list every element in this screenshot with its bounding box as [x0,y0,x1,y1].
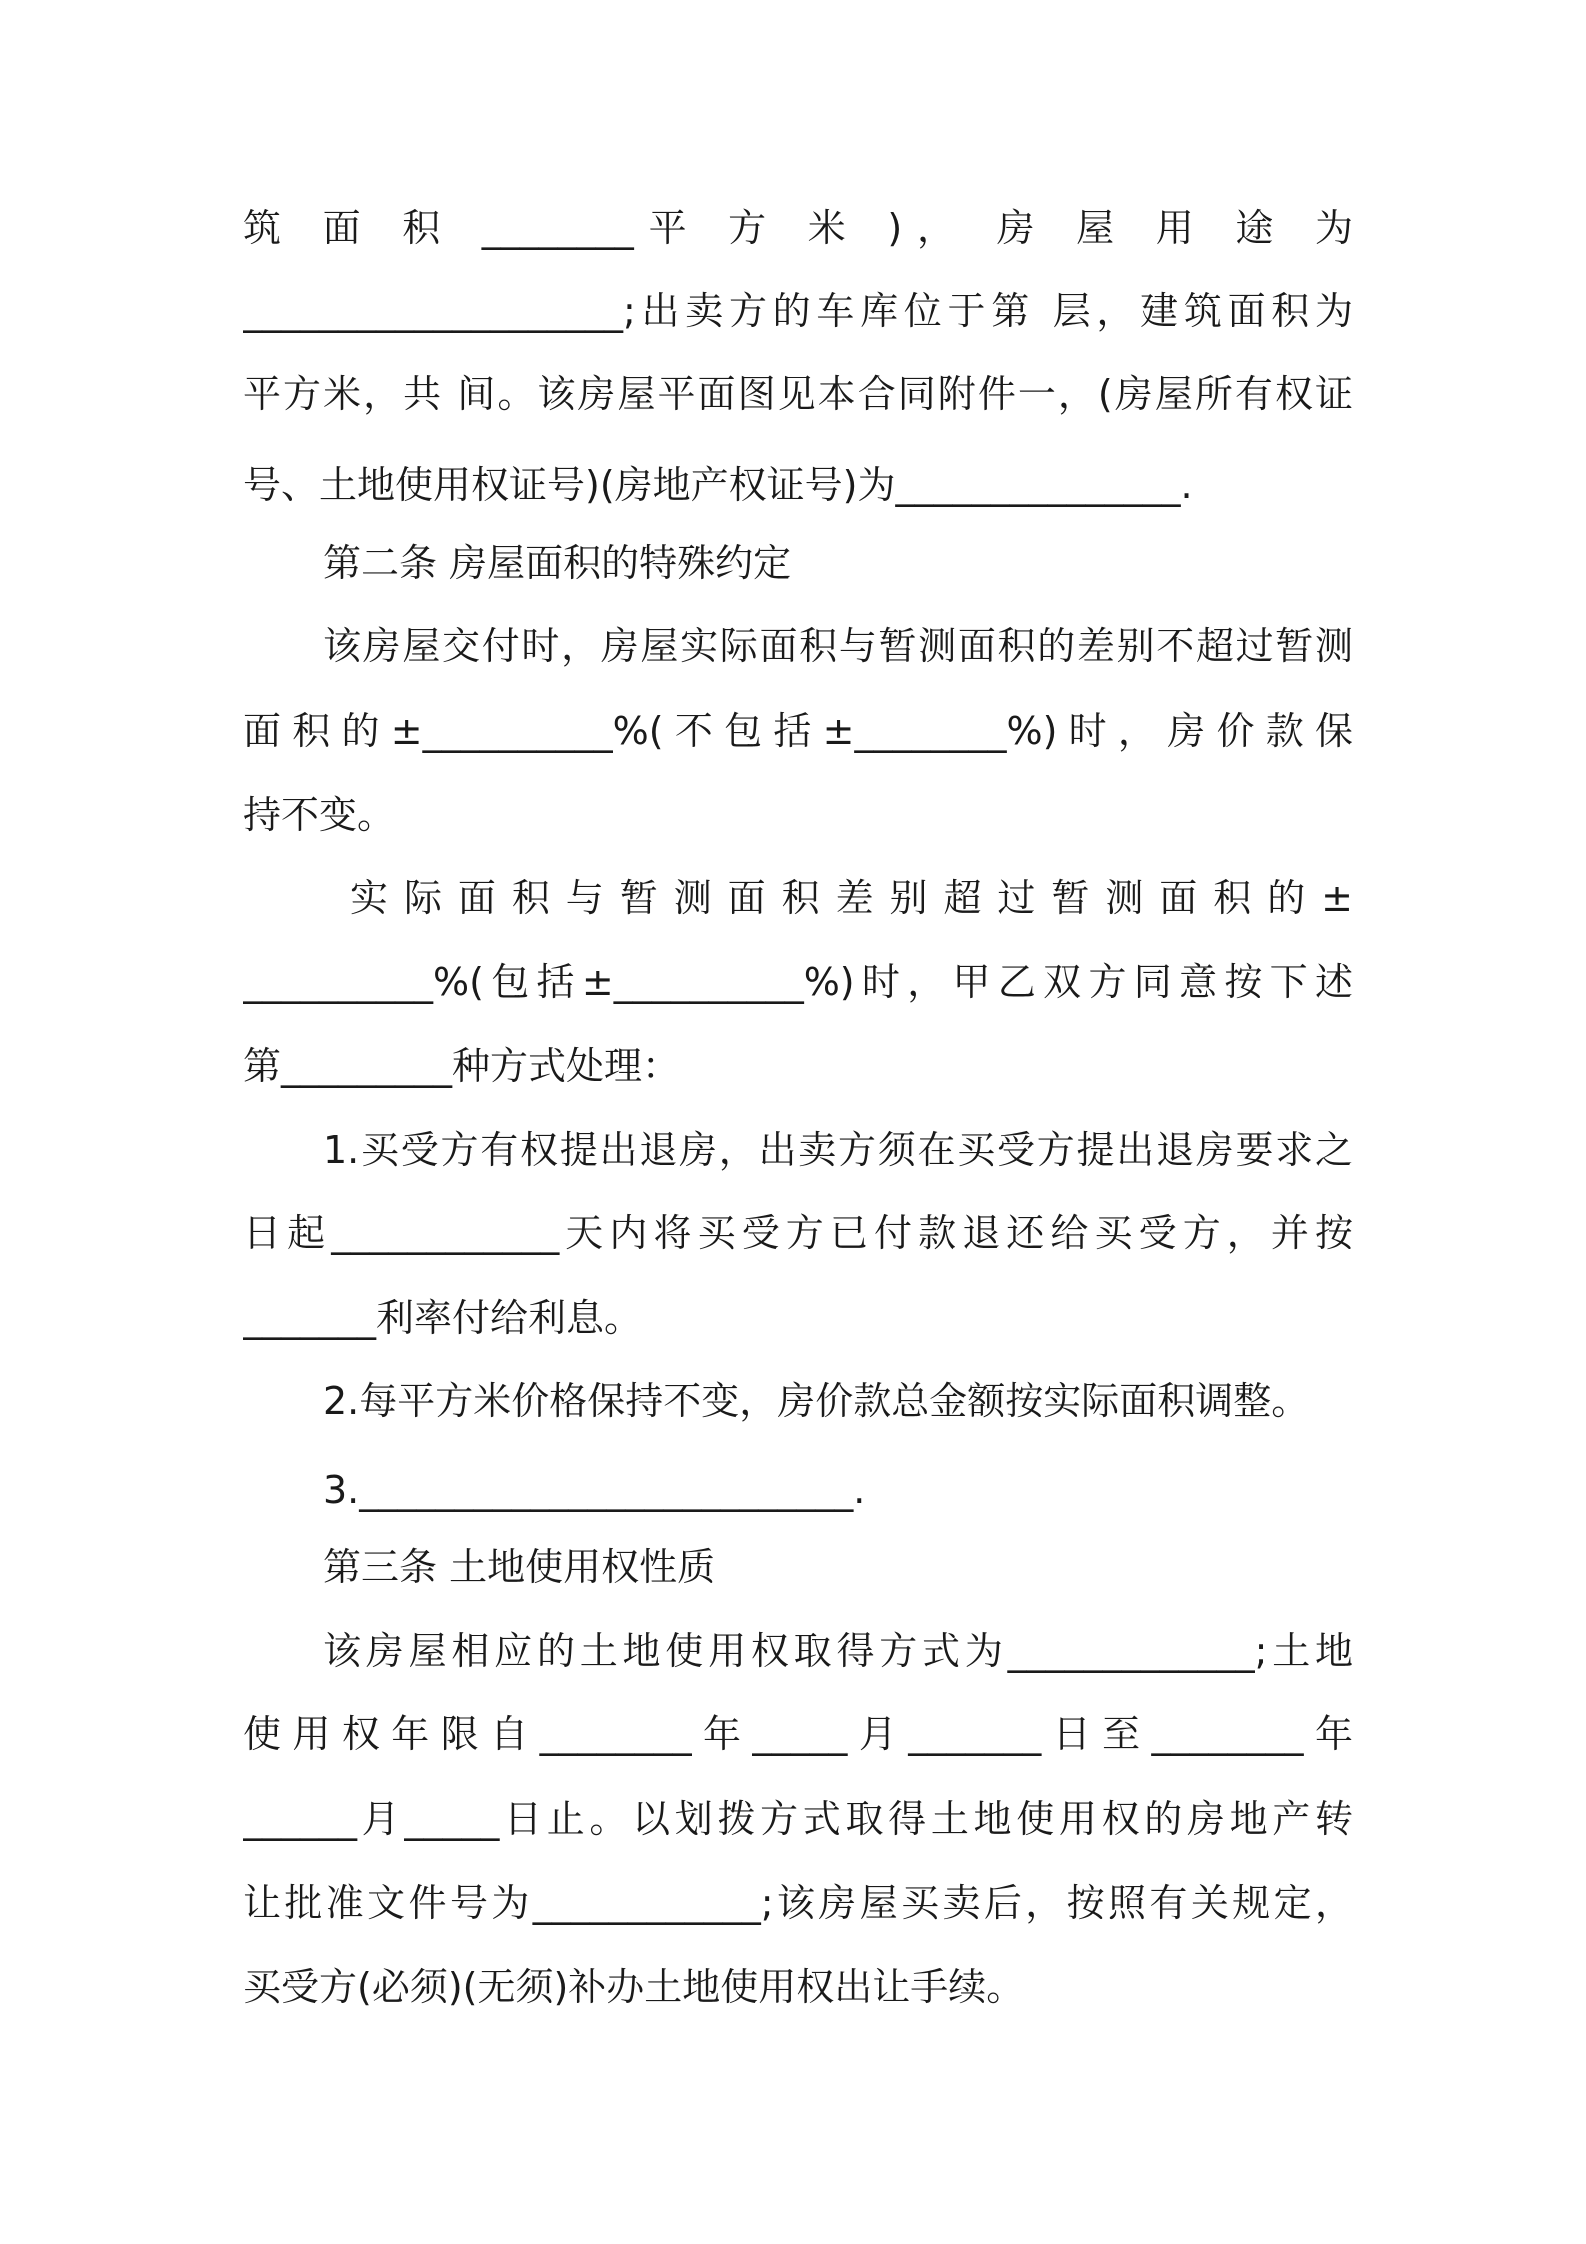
text-line-18: 该房屋相应的土地使用权取得方式为_____________;土地 [323,1629,1353,1673]
article-2-heading: 第二条 房屋面积的特殊约定 [323,541,792,585]
text-line-19: 使用权年限自________年_____月_______日至________年 [243,1712,1353,1756]
text-line-14: _______利率付给利息。 [243,1296,643,1340]
text-line-4: 号、土地使用权证号)(房地产权证号)为_______________. [243,463,1193,507]
text-line-6: 该房屋交付时，房屋实际面积与暂测面积的差别不超过暂测 [323,624,1353,668]
text-line-3: 平方米，共 间。该房屋平面图见本合同附件一，(房屋所有权证 [243,372,1353,416]
article-3-heading: 第三条 土地使用权性质 [323,1545,716,1589]
text-line-13: 日起____________天内将买受方已付款退还给买受方，并按 [243,1211,1353,1255]
text-line-21: 让批准文件号为____________;该房屋买卖后，按照有关规定， [243,1881,1353,1925]
text-line-20: ______月_____日止。以划拨方式取得土地使用权的房地产转 [243,1797,1353,1841]
text-line-22: 买受方(必须)(无须)补办土地使用权出让手续。 [243,1965,1025,2009]
text-line-16: 3.__________________________. [323,1468,866,1512]
text-line-1: 筑 面 积 ________平 方 米 )， 房 屋 用 途 为 [243,206,1353,250]
text-line-2: ____________________;出卖方的车库位于第 层，建筑面积为 [243,289,1353,333]
text-line-10: __________%(包括±__________%)时，甲乙双方同意按下述 [243,960,1353,1004]
text-line-8: 持不变。 [243,793,396,837]
text-line-7: 面积的±__________%(不包括±________%)时，房价款保 [243,709,1353,753]
text-line-11: 第_________种方式处理： [243,1044,681,1088]
text-line-9: 实 际 面 积 与 暂 测 面 积 差 别 超 过 暂 测 面 积 的 ± [350,876,1353,920]
text-line-12: 1.买受方有权提出退房，出卖方须在买受方提出退房要求之 [323,1128,1353,1172]
text-line-15: 2.每平方米价格保持不变，房价款总金额按实际面积调整。 [323,1379,1310,1423]
